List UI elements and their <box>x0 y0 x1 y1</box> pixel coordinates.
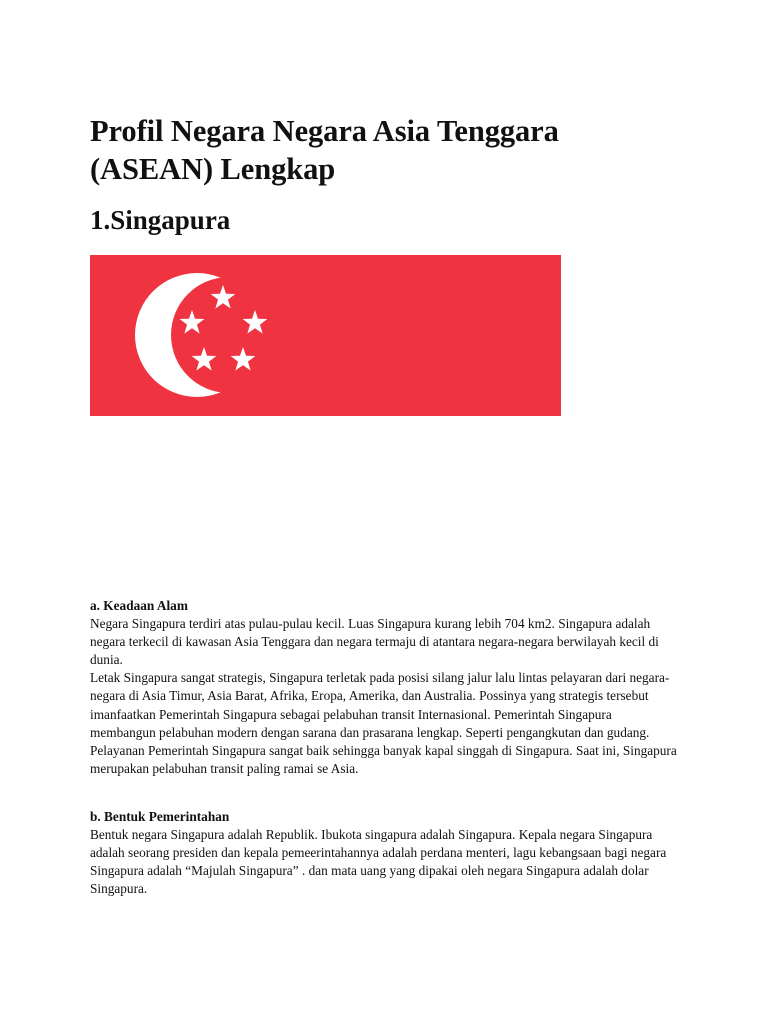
paragraph: Bentuk negara Singapura adalah Republik. Ibukota singapura adalah Singapura. Kepala negara Singapura adalah seorang presiden dan kepala pemeerintahannya adalah perdana menteri, lagu kebangsaan bagi negara Singapura adalah “Majulah Singapura” . dan mata uang yang dipakai oleh negara Singapura adalah dolar Singapura. <box>90 827 667 897</box>
paragraph: Pelayanan Pemerintah Singapura sangat baik sehingga banyak kapal singgah di Singapura. Saat ini, Singapura merupakan pelabuhan transit paling ramai se Asia. <box>90 742 677 776</box>
country-heading: 1.Singapura <box>90 205 231 235</box>
paragraph: Letak Singapura sangat strategis, Singapura terletak pada posisi silang jalur lalu lintas pelayaran dari negara-negara di Asia Timur, Asia Barat, Afrika, Eropa, Amerika, dan Australia. Possinya yang strategis tersebut imanfaatkan Pemerintah Singapura sebagai pelabuhan transit Internasional. Pemerintah Singapura membangun pelabuhan modern dengan sarana dan prasarana lengkap. Seperti pengangkutan dan gudang. <box>90 670 670 740</box>
section-heading-keadaan-alam: a. Keadaan Alam <box>90 598 188 613</box>
section-keadaan-alam <box>90 597 680 778</box>
section-bentuk-pemerintahan <box>90 808 680 898</box>
section-heading-bentuk-pemerintahan: b. Bentuk Pemerintahan <box>90 809 230 824</box>
paragraph: Negara Singapura terdiri atas pulau-pulau kecil. Luas Singapura kurang lebih 704 km2. Singapura adalah negara terkecil di kawasan Asia Tenggara dan negara termaju di atantara negara-negara berwilayah kecil di dunia. <box>90 616 659 668</box>
document-title: Profil Negara Negara Asia Tenggara (ASEAN) Lengkap <box>90 114 559 186</box>
singapore-flag-image <box>90 255 561 416</box>
